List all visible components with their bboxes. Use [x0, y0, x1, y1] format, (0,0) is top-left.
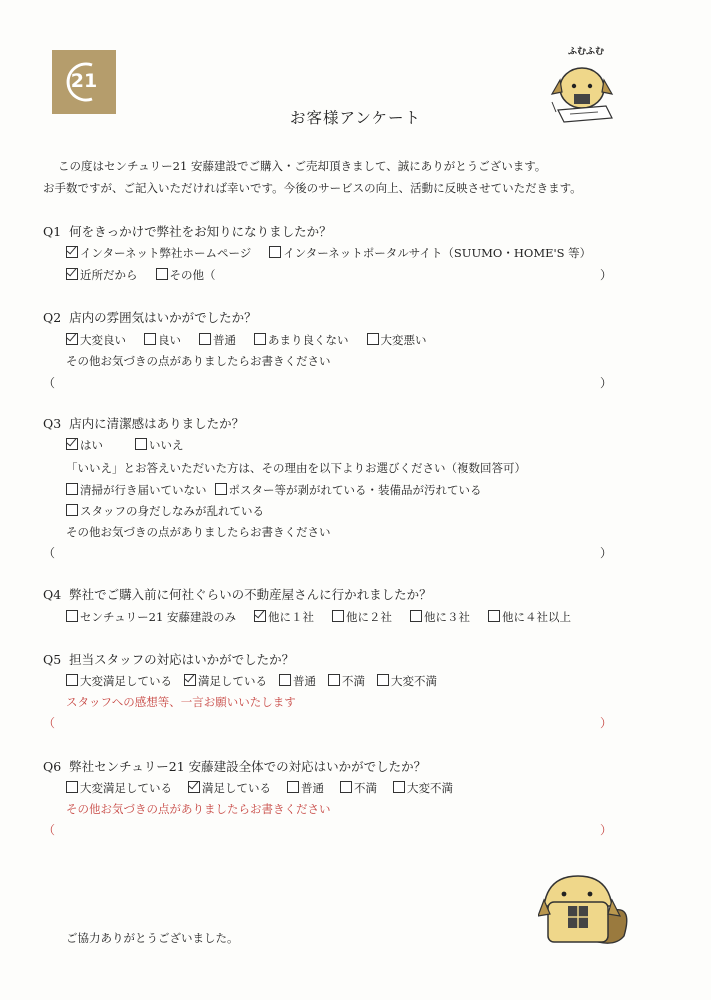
q2-option-good[interactable]: 良い	[144, 332, 181, 348]
checkbox-icon[interactable]	[144, 333, 156, 345]
checkbox-checked-icon[interactable]	[66, 246, 78, 258]
q6-text: 弊社センチュリー21 安藤建設全体での対応はいかがでしたか？	[69, 759, 427, 774]
q3-number: Q3	[43, 416, 62, 431]
checkbox-icon[interactable]	[66, 781, 78, 793]
q6-open-paren: （	[43, 823, 56, 837]
checkbox-icon[interactable]	[199, 333, 211, 345]
checkbox-icon[interactable]	[135, 438, 147, 450]
q5-options	[66, 673, 455, 689]
checkbox-icon[interactable]	[269, 246, 281, 258]
q3-question	[43, 414, 244, 432]
q4-question	[43, 585, 432, 603]
q6-option-satisfied[interactable]: 満足している	[188, 780, 271, 796]
dog-mascot-house-icon	[538, 872, 638, 952]
q1-option-homepage[interactable]: インターネット弊社ホームページ	[66, 245, 251, 261]
q1-option-other[interactable]: その他（	[156, 267, 216, 283]
checkbox-checked-icon[interactable]	[188, 781, 200, 793]
checkbox-checked-icon[interactable]	[254, 610, 266, 622]
q3-followup: 「いいえ」とお答えいただいた方は、その理由を以下よりお選びください（複数回答可）	[66, 461, 526, 475]
checkbox-icon[interactable]	[254, 333, 266, 345]
q4-options	[66, 609, 571, 625]
q5-text: 担当スタッフの対応はいかがでしたか？	[69, 652, 295, 667]
checkbox-icon[interactable]	[340, 781, 352, 793]
q3-reason-staff-appearance[interactable]: スタッフの身だしなみが乱れている	[66, 503, 264, 519]
checkbox-checked-icon[interactable]	[66, 268, 78, 280]
checkbox-icon[interactable]	[488, 610, 500, 622]
q3-reasons-row2	[66, 503, 282, 519]
q3-reasons-row1	[66, 482, 500, 498]
q4-option-two-others[interactable]: 他に２社	[332, 609, 392, 625]
q3-reason-posters[interactable]: ポスター等が剥がれている・装備品が汚れている	[215, 482, 482, 498]
q2-number: Q2	[43, 310, 62, 325]
q4-option-one-other[interactable]: 他に１社	[254, 609, 314, 625]
q1-question	[43, 222, 332, 240]
q5-option-very-satisfied[interactable]: 大変満足している	[66, 673, 172, 689]
checkbox-icon[interactable]	[328, 674, 340, 686]
q2-options	[66, 332, 445, 348]
checkbox-icon[interactable]	[287, 781, 299, 793]
q4-text: 弊社でご購入前に何社ぐらいの不動産屋さんに行かれましたか？	[69, 587, 432, 602]
page-title: お客様アンケート	[289, 109, 422, 127]
checkbox-icon[interactable]	[377, 674, 389, 686]
checkbox-checked-icon[interactable]	[66, 438, 78, 450]
q5-option-satisfied[interactable]: 満足している	[184, 673, 267, 689]
q1-number: Q1	[43, 224, 62, 239]
q1-options-row1	[66, 245, 609, 261]
q6-option-dissatisfied[interactable]: 不満	[340, 780, 377, 796]
q4-number: Q4	[43, 587, 62, 602]
q1-options-row2	[66, 267, 234, 283]
q3-text: 店内に清潔感はありましたか？	[69, 416, 245, 431]
q6-options	[66, 780, 471, 796]
q5-note: スタッフへの感想等、一言お願いいたします	[66, 695, 296, 709]
q3-option-yes[interactable]: はい	[66, 437, 103, 453]
intro-line-1: この度はセンチュリー21 安藤建設でご購入・ご売却頂きまして、誠にありがとうございます。	[58, 159, 547, 173]
intro-line-2: お手数ですが、ご記入いただければ幸いです。今後のサービスの向上、活動に反映させていただきます。	[43, 181, 582, 195]
q5-option-dissatisfied[interactable]: 不満	[328, 673, 365, 689]
q2-open-paren: （	[43, 376, 56, 390]
checkbox-icon[interactable]	[215, 483, 227, 495]
q3-note: その他お気づきの点がありましたらお書きください	[66, 525, 331, 539]
checkbox-icon[interactable]	[332, 610, 344, 622]
q6-note: その他お気づきの点がありましたらお書きください	[66, 802, 331, 816]
q5-open-paren: （	[43, 716, 56, 730]
q1-option-nearby[interactable]: 近所だから	[66, 267, 138, 283]
q5-close-paren: ）	[600, 716, 613, 730]
q1-option-portal[interactable]: インターネットポータルサイト（SUUMO・HOME'S 等）	[269, 245, 591, 261]
checkbox-icon[interactable]	[367, 333, 379, 345]
q1-close-paren: ）	[600, 268, 613, 282]
q6-option-very-dissatisfied[interactable]: 大変不満	[393, 780, 453, 796]
q3-close-paren: ）	[600, 546, 613, 560]
footer-thanks: ご協力ありがとうございました。	[66, 931, 239, 945]
q6-option-very-satisfied[interactable]: 大変満足している	[66, 780, 172, 796]
q1-text: 何をきっかけで弊社をお知りになりましたか？	[69, 224, 332, 239]
q5-option-very-dissatisfied[interactable]: 大変不満	[377, 673, 437, 689]
q4-option-only-us[interactable]: センチュリー21 安藤建設のみ	[66, 609, 236, 625]
q4-option-four-plus[interactable]: 他に４社以上	[488, 609, 571, 625]
checkbox-icon[interactable]	[66, 610, 78, 622]
q3-reason-cleaning[interactable]: 清掃が行き届いていない	[66, 482, 207, 498]
q3-options	[66, 437, 202, 453]
q5-option-normal[interactable]: 普通	[279, 673, 316, 689]
checkbox-icon[interactable]	[279, 674, 291, 686]
q6-number: Q6	[43, 759, 62, 774]
q2-option-very-good[interactable]: 大変良い	[66, 332, 126, 348]
checkbox-icon[interactable]	[66, 674, 78, 686]
q2-text: 店内の雰囲気はいかがでしたか？	[69, 310, 257, 325]
checkbox-icon[interactable]	[156, 268, 168, 280]
q6-option-normal[interactable]: 普通	[287, 780, 324, 796]
q2-note: その他お気づきの点がありましたらお書きください	[66, 354, 331, 368]
q2-question	[43, 308, 257, 326]
q6-question	[43, 757, 426, 775]
checkbox-icon[interactable]	[410, 610, 422, 622]
q5-number: Q5	[43, 652, 62, 667]
q6-close-paren: ）	[600, 823, 613, 837]
logo-text: 21	[70, 70, 98, 92]
century21-logo	[52, 50, 116, 114]
q2-close-paren: ）	[600, 376, 613, 390]
q2-option-not-good[interactable]: あまり良くない	[254, 332, 349, 348]
q2-option-normal[interactable]: 普通	[199, 332, 236, 348]
q4-option-three-others[interactable]: 他に３社	[410, 609, 470, 625]
q3-option-no[interactable]: いいえ	[135, 437, 184, 453]
checkbox-icon[interactable]	[66, 483, 78, 495]
q2-option-very-bad[interactable]: 大変悪い	[367, 332, 427, 348]
q5-question	[43, 650, 294, 668]
q3-open-paren: （	[43, 546, 56, 560]
mascot-caption: ふむふむ	[568, 47, 605, 57]
checkbox-icon[interactable]	[66, 504, 78, 516]
checkbox-icon[interactable]	[393, 781, 405, 793]
checkbox-checked-icon[interactable]	[184, 674, 196, 686]
checkbox-checked-icon[interactable]	[66, 333, 78, 345]
